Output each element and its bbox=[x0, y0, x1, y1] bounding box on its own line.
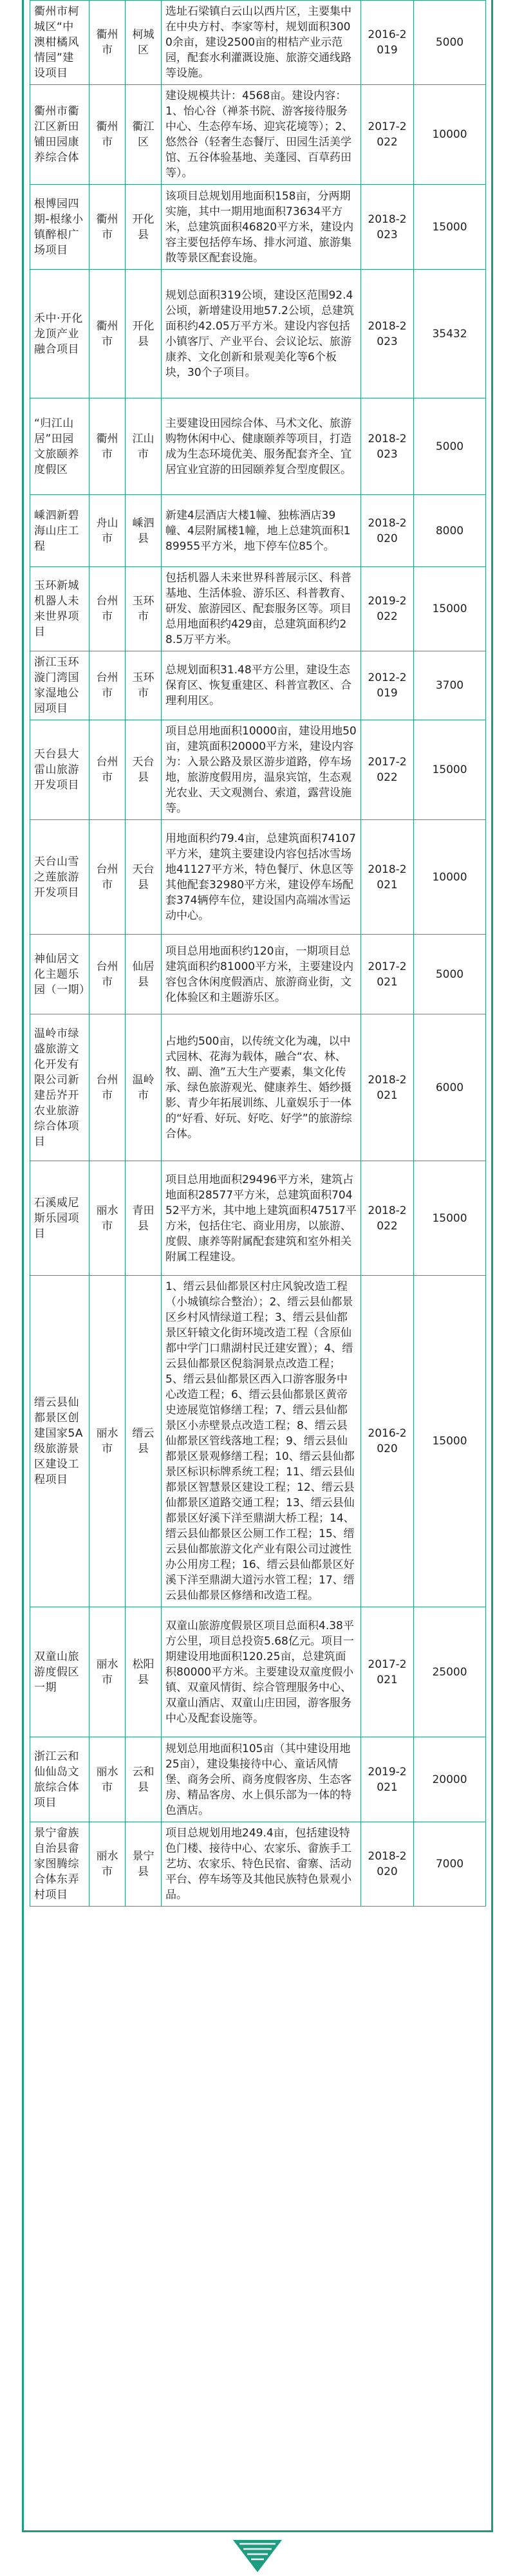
project-name-cell: 神仙居文化主题乐园（一期） bbox=[30, 935, 89, 1014]
project-table bbox=[30, 0, 486, 1907]
county-cell: 云和县 bbox=[126, 1737, 162, 1822]
description-cell: 选址石梁镇白云山以西片区，主要集中在中央方村、李家等村，规划面积3000余亩，建设2500亩的柑桔产业示范园，配套水利灌溉设施、旅游交通线路等设施。 bbox=[162, 1, 361, 85]
table-row bbox=[30, 935, 486, 1014]
investment-cell: 15000 bbox=[414, 1276, 486, 1607]
description-cell: 新建4层酒店大楼1幢、独栋酒店39幢、4层附属楼1幢，地上总建筑面积189955平方米，地下停车位85个。 bbox=[162, 495, 361, 567]
period-cell: 2018-2020 bbox=[361, 495, 414, 567]
period-cell: 2019-2022 bbox=[361, 567, 414, 651]
description-cell: 占地约500亩，以传统文化为魂，以中式园林、花海为载体，融合“农、林、牧、副、渔”五大生产要素，集文化传承、绿色旅游观光、健康养生、婚纱摄影、青少年拓展训练、儿童娱乐于一体的“好看、好玩、好吃、好学”的旅游综合体。 bbox=[162, 1014, 361, 1161]
table-row bbox=[30, 185, 486, 270]
period-cell: 2018-2022 bbox=[361, 1161, 414, 1276]
county-cell: 仙居县 bbox=[126, 935, 162, 1014]
period-cell: 2017-2021 bbox=[361, 935, 414, 1014]
project-name-cell: “归江山居”田园文旅颐养度假区 bbox=[30, 398, 89, 495]
county-cell: 开化县 bbox=[126, 270, 162, 398]
city-cell: 台州市 bbox=[89, 820, 126, 935]
table-row bbox=[30, 1014, 486, 1161]
table-row bbox=[30, 85, 486, 185]
period-cell: 2018-2023 bbox=[361, 185, 414, 270]
investment-cell: 15000 bbox=[414, 567, 486, 651]
period-cell: 2012-2019 bbox=[361, 651, 414, 720]
table-body bbox=[30, 1, 486, 1907]
description-cell: 双童山旅游度假景区项目总面积4.38平方公里，项目总投资5.68亿元。项目一期建设用地面积120.25亩，总建筑面积80000平方米。主要建设双童度假小镇、双童风情街、综合管理服务中心、双童山酒店、双童山庄田园，游客服务中心及配套设施等。 bbox=[162, 1607, 361, 1737]
description-cell: 总规划面积31.48平方公里，建设生态保育区、恢复重建区、科普宣教区、合理利用区。 bbox=[162, 651, 361, 720]
investment-cell: 35432 bbox=[414, 270, 486, 398]
project-name-cell: 浙江玉环漩门湾国家湿地公园项目 bbox=[30, 651, 89, 720]
city-cell: 衢州市 bbox=[89, 270, 126, 398]
period-cell: 2017-2021 bbox=[361, 1607, 414, 1737]
description-cell: 项目总用地面积29496平方米，建筑占地面积28577平方米，总建筑面积70452平方米，其中地上建筑面积47517平方米，包括住宅、商业用房，以旅游、度假、康养等附属配套建筑和室外相关附属工程建设。 bbox=[162, 1161, 361, 1276]
table-row bbox=[30, 1276, 486, 1607]
investment-cell: 7000 bbox=[414, 1822, 486, 1907]
county-cell: 景宁县 bbox=[126, 1822, 162, 1907]
city-cell: 台州市 bbox=[89, 935, 126, 1014]
city-cell: 丽水市 bbox=[89, 1737, 126, 1822]
county-cell: 松阳县 bbox=[126, 1607, 162, 1737]
period-cell: 2018-2021 bbox=[361, 820, 414, 935]
period-cell: 2016-2020 bbox=[361, 1276, 414, 1607]
period-cell: 2017-2022 bbox=[361, 85, 414, 185]
table-row bbox=[30, 1737, 486, 1822]
investment-cell: 5000 bbox=[414, 398, 486, 495]
project-name-cell: 天台山雪之莲旅游开发项目 bbox=[30, 820, 89, 935]
investment-cell: 25000 bbox=[414, 1607, 486, 1737]
city-cell: 舟山市 bbox=[89, 495, 126, 567]
city-cell: 衢州市 bbox=[89, 398, 126, 495]
period-cell: 2018-2023 bbox=[361, 270, 414, 398]
investment-cell: 10000 bbox=[414, 820, 486, 935]
table-row bbox=[30, 1, 486, 85]
period-cell: 2017-2022 bbox=[361, 720, 414, 820]
city-cell: 台州市 bbox=[89, 1014, 126, 1161]
county-cell: 玉环市 bbox=[126, 567, 162, 651]
period-cell: 2018-2021 bbox=[361, 1014, 414, 1161]
county-cell: 缙云县 bbox=[126, 1276, 162, 1607]
table-row bbox=[30, 1822, 486, 1907]
table-row bbox=[30, 1161, 486, 1276]
project-name-cell: 缙云县仙都景区创建国家5A级旅游景区建设工程项目 bbox=[30, 1276, 89, 1607]
period-cell: 2018-2023 bbox=[361, 398, 414, 495]
county-cell: 天台县 bbox=[126, 720, 162, 820]
project-name-cell: 石溪威尼斯乐园项目 bbox=[30, 1161, 89, 1276]
investment-cell: 6000 bbox=[414, 1014, 486, 1161]
city-cell: 台州市 bbox=[89, 567, 126, 651]
description-cell: 包括机器人未来世界科普展示区、科普基地、生活体验、游乐区、科普教育、研发、旅游园区、配套服务区等。项目总用地面积约429亩，总建筑面积约28.5万平方米。 bbox=[162, 567, 361, 651]
project-name-cell: 天台县大雷山旅游开发项目 bbox=[30, 720, 89, 820]
description-cell: 该项目总规划用地面积158亩，分两期实施，其中一期用地面积73634平方米，总建筑面积46820平方米，建设内容主要包括停车场、排水河道、旅游集散等景区配套设施。 bbox=[162, 185, 361, 270]
county-cell: 江山市 bbox=[126, 398, 162, 495]
description-cell: 项目总用地面积10000亩，建设用地50亩，建筑面积20000平方米，建设内容为：入景公路及景区游步道路，停车场地，旅游度假用房，温泉宾馆，生态观光农业、天文观测台、索道，露营设施等。 bbox=[162, 720, 361, 820]
project-name-cell: 温岭市绿盛旅游文化开发有限公司新建岳岕开农业旅游综合体项目 bbox=[30, 1014, 89, 1161]
city-cell: 衢州市 bbox=[89, 185, 126, 270]
table-row bbox=[30, 820, 486, 935]
description-cell: 项目总用地面积约120亩，一期项目总建筑面积约81000平方米，主要建设内容包含休闲度假酒店、旅游商业街，文化体验区和主题游乐区。 bbox=[162, 935, 361, 1014]
project-name-cell: 嵊泗新碧海山庄工程 bbox=[30, 495, 89, 567]
table-row bbox=[30, 1607, 486, 1737]
description-cell: 1、缙云县仙都景区村庄风貌改造工程（小城镇综合整治）；2、缙云县仙都景区乡村风情绿道工程；3、缙云县仙都景区轩辕文化街环境改造工程（含原仙都中学门口鼎湖村民迁建安置）；4、缙云县仙都景区倪翁洞景点改造工程；5、缙云县仙都景区西入口游客服务中心改造工程；6、缙云县仙都景区黄帝史迹展览馆修缮工程；7、缙云县仙都景区小赤壁景点改造工程；8、缙云县仙都景区管线落地工程；9、缙云县仙都景区景观修缮工程；10、缙云县仙都景区标识标牌系统工程；11、缙云县仙都景区智慧景区建设工程；12、缙云县仙都景区道路交通工程；13、缙云县仙都景区好溪下洋至鼎湖大桥工程；14、缙云县仙都景区公厕工作工程；15、缙云县仙都旅游文化产业有限公司过渡性办公用房工程；16、缙云县仙都景区好溪下洋至鼎湖大道污水管工程；17、缙云县仙都景区修缮和改造工程。 bbox=[162, 1276, 361, 1607]
investment-cell: 3700 bbox=[414, 651, 486, 720]
table-row bbox=[30, 720, 486, 820]
county-cell: 衢江区 bbox=[126, 85, 162, 185]
description-cell: 主要建设田园综合体、马术文化、旅游购物休闲中心、健康颐养等项目，打造成为生态环境优美、服务配套齐全、宜居宜业宜游的田园颐养复合型度假区。 bbox=[162, 398, 361, 495]
table-row bbox=[30, 495, 486, 567]
county-cell: 温岭市 bbox=[126, 1014, 162, 1161]
city-cell: 丽水市 bbox=[89, 1161, 126, 1276]
city-cell: 台州市 bbox=[89, 651, 126, 720]
city-cell: 丽水市 bbox=[89, 1276, 126, 1607]
project-name-cell: 衢州市柯城区“中澳柑橘风情园”建设项目 bbox=[30, 1, 89, 85]
investment-cell: 5000 bbox=[414, 1, 486, 85]
project-name-cell: 衢州市衢江区新田铺田园康养综合体 bbox=[30, 85, 89, 185]
county-cell: 青田县 bbox=[126, 1161, 162, 1276]
investment-cell: 15000 bbox=[414, 185, 486, 270]
county-cell: 开化县 bbox=[126, 185, 162, 270]
investment-cell: 15000 bbox=[414, 1161, 486, 1276]
project-name-cell: 浙江云和仙仙岛文旅综合体项目 bbox=[30, 1737, 89, 1822]
investment-cell: 10000 bbox=[414, 85, 486, 185]
project-name-cell: 根博园四期-根缘小镇醉根广场项目 bbox=[30, 185, 89, 270]
investment-cell: 8000 bbox=[414, 495, 486, 567]
description-cell: 规划总用地面积105亩（其中建设用地25亩），建设集接待中心、童话风情堡、商务会所、商务度假客房、生态客房、精品客房、水上俱乐部为一体的特色酒店。 bbox=[162, 1737, 361, 1822]
period-cell: 2019-2021 bbox=[361, 1737, 414, 1822]
county-cell: 柯城区 bbox=[126, 1, 162, 85]
city-cell: 衢州市 bbox=[89, 85, 126, 185]
investment-cell: 20000 bbox=[414, 1737, 486, 1822]
footer-logo-icon bbox=[233, 2540, 282, 2572]
description-cell: 建设规模共计：4568亩。建设内容：1、怡心谷（禅茶书院、游客接待服务中心、生态停车场、迎宾花境等）；2、悠然谷（轻奢生态餐厅、田园生活美学馆、五谷体验基地、美蓬园、百草药田等）。 bbox=[162, 85, 361, 185]
project-name-cell: 禾中·开化龙顶产业融合项目 bbox=[30, 270, 89, 398]
table-row bbox=[30, 270, 486, 398]
description-cell: 用地面积约79.4亩，总建筑面积74107平方米，建筑主要建设内容包括冰雪场地41127平方米，特色餐厅、休息区等其他配套32980平方米，建设停车场配套374辆停车位，建设国内高端冰雪运动中心。 bbox=[162, 820, 361, 935]
project-name-cell: 景宁畲族自治县畲家图腾综合体东弄村项目 bbox=[30, 1822, 89, 1907]
period-cell: 2018-2020 bbox=[361, 1822, 414, 1907]
city-cell: 丽水市 bbox=[89, 1607, 126, 1737]
table-row bbox=[30, 651, 486, 720]
investment-cell: 15000 bbox=[414, 720, 486, 820]
investment-cell: 5000 bbox=[414, 935, 486, 1014]
city-cell: 丽水市 bbox=[89, 1822, 126, 1907]
county-cell: 玉环市 bbox=[126, 651, 162, 720]
description-cell: 项目总规划用地249.4亩，包括建设特色门楼、接待中心、农家乐、畲族手工艺坊、农家乐、特色民宿、畲寨、活动平台、停车场等及其他民族特色景观小品。 bbox=[162, 1822, 361, 1907]
period-cell: 2016-2019 bbox=[361, 1, 414, 85]
city-cell: 衢州市 bbox=[89, 1, 126, 85]
project-name-cell: 双童山旅游度假区一期 bbox=[30, 1607, 89, 1737]
county-cell: 嵊泗县 bbox=[126, 495, 162, 567]
table-row bbox=[30, 398, 486, 495]
project-name-cell: 玉环新城机器人未来世界项目 bbox=[30, 567, 89, 651]
city-cell: 台州市 bbox=[89, 720, 126, 820]
table-row bbox=[30, 567, 486, 651]
county-cell: 天台县 bbox=[126, 820, 162, 935]
description-cell: 规划总面积319公顷，建设区范围92.4公顷，新增建设用地57.2公顷，总建筑面积约42.05万平方米。建设内容包括小镇客厅、产业平台、会议论坛、旅游康养、文化创新和景观美化等6个板块，30个子项目。 bbox=[162, 270, 361, 398]
